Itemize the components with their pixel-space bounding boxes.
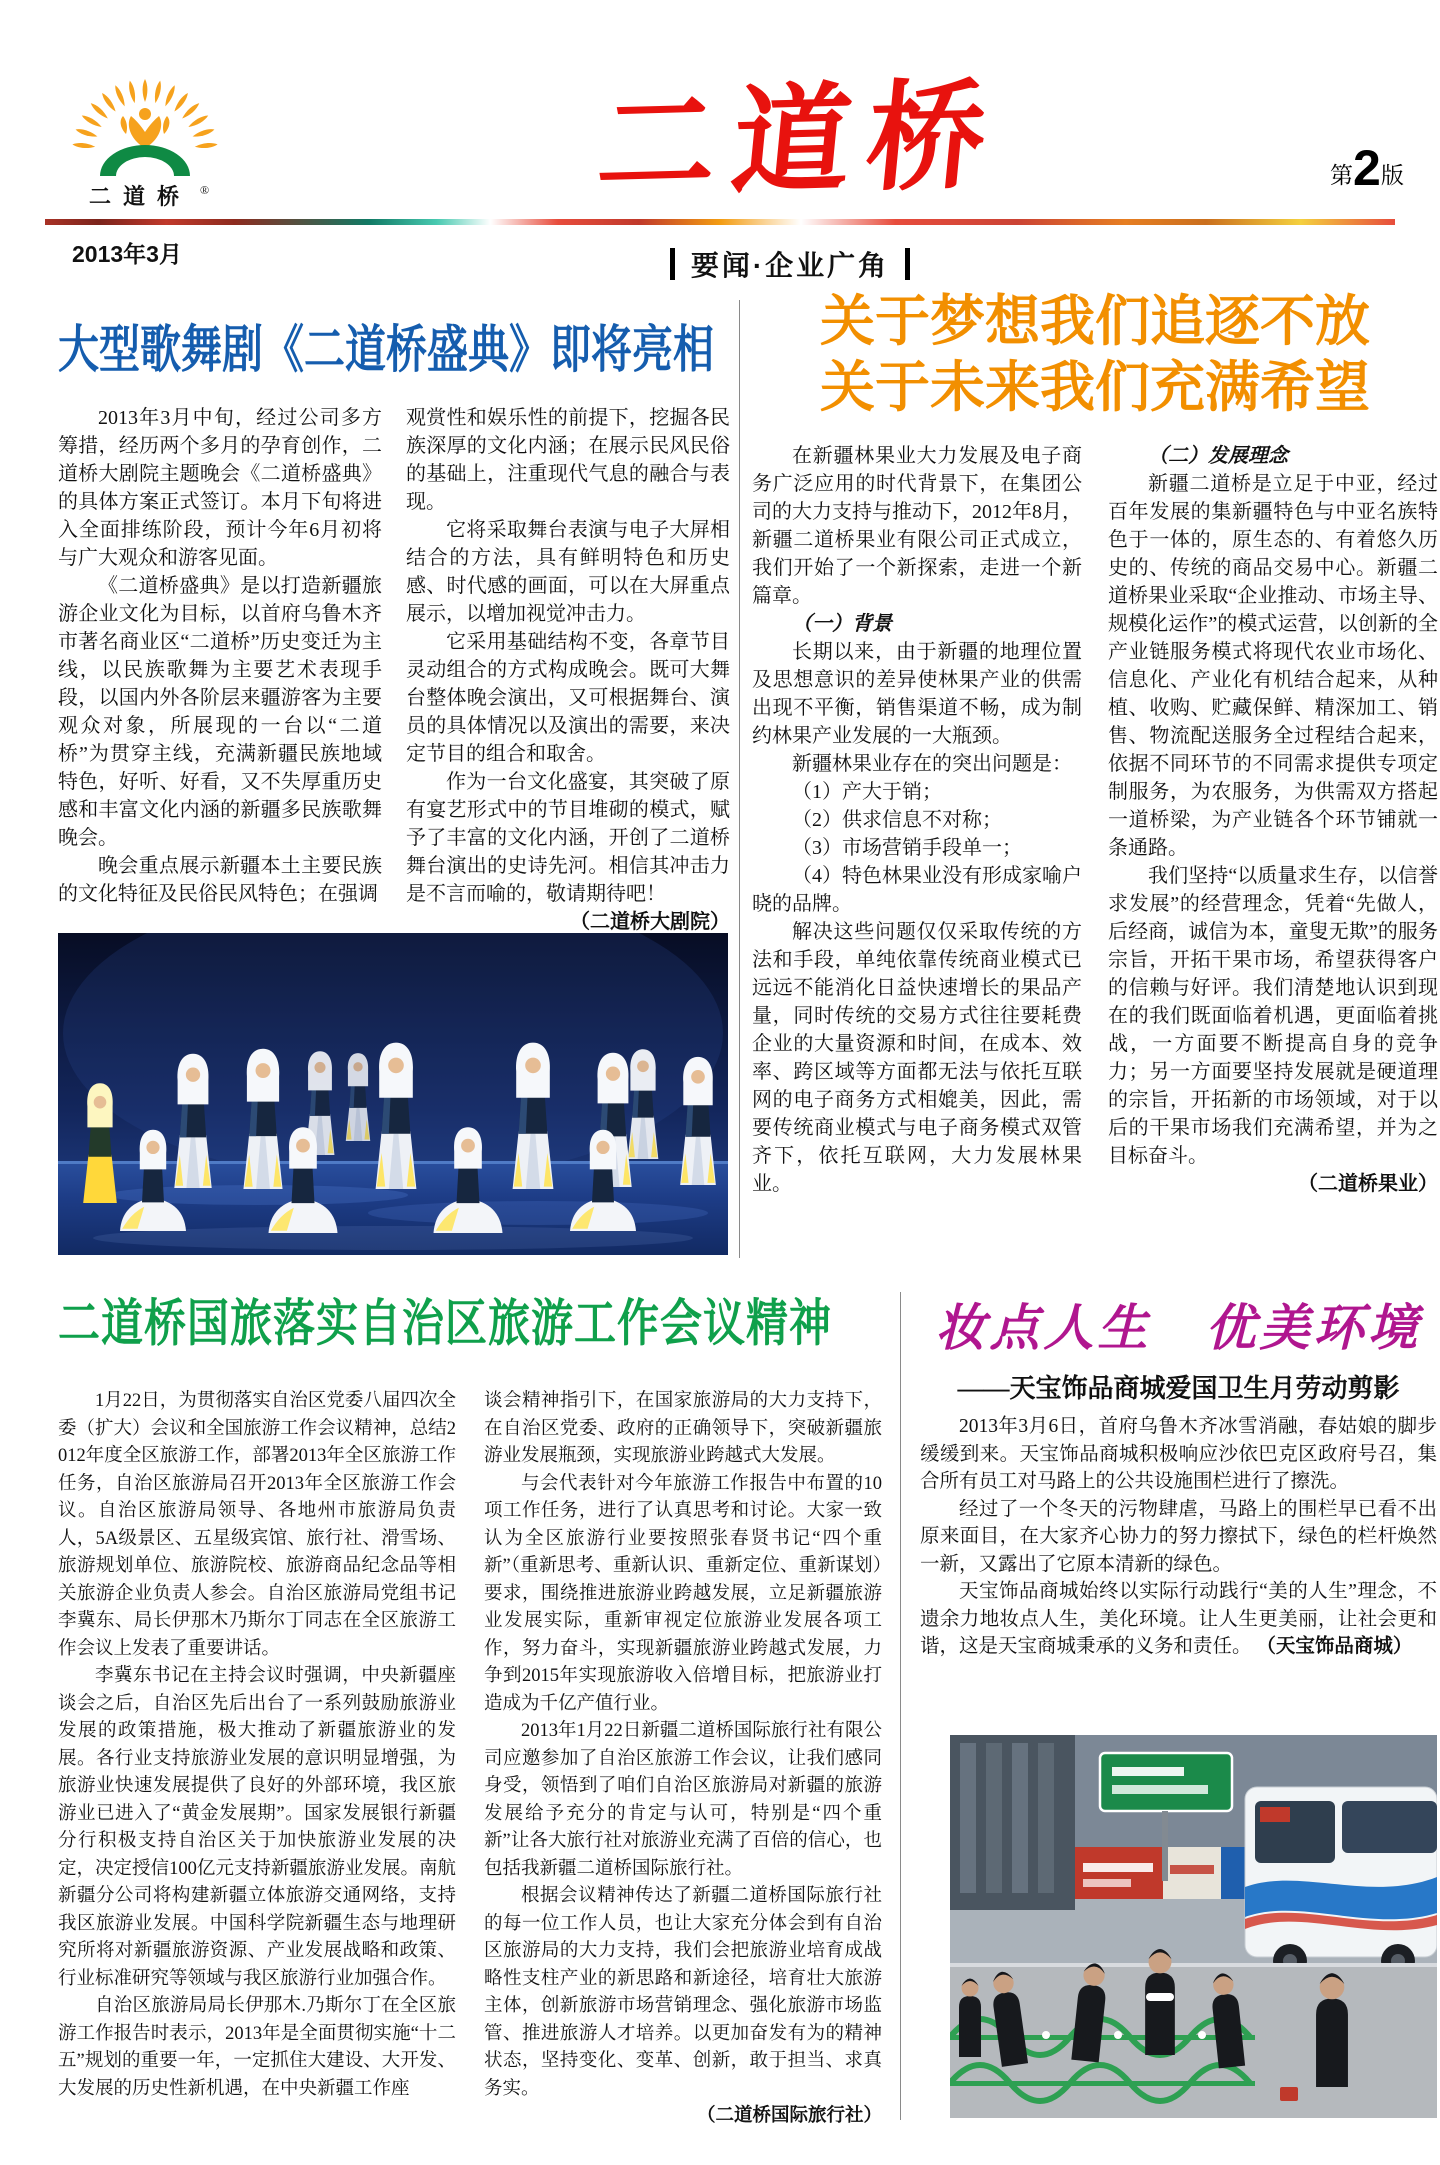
paragraph: 作为一台文化盛宴，其突破了原有宴艺形式中的节目堆砌的模式，赋予了丰富的文化内涵，开创了二道桥舞台演出的史诗先河。相信其冲击力是不言而喻的，敬请期待吧！ <box>406 771 730 905</box>
article-theatre-col1 <box>58 404 382 936</box>
paragraph: 在新疆林果业大力发展及电子商务广泛应用的时代背景下，在集团公司的大力支持与推动下，2012年8月，新疆二道桥果业有限公司正式成立，我们开始了一个新探索，走进一个新篇章。 <box>752 445 1082 607</box>
paragraph: 观赏性和娱乐性的前提下，挖掘各民族深厚的文化内涵；在展示民风民俗的基础上，注重现代气息的融合与表现。 <box>406 407 730 513</box>
masthead-title: 二道桥 <box>592 70 1008 213</box>
bus <box>1245 1787 1437 1978</box>
section-title: 要闻·企业广角 <box>690 250 890 281</box>
section-bar-right-divider <box>905 248 910 280</box>
article-fruit-col2 <box>1108 442 1438 1198</box>
logo-figure-icon <box>121 108 170 148</box>
headline-fruit <box>752 288 1438 420</box>
page-number <box>1330 140 1404 196</box>
paragraph: 经过了一个冬天的污物肆虐，马路上的围栏早已看不出原来面目，在大家齐心协力的努力擦拭下，绿色的栏杆焕然一新，又露出了它原本清新的绿色。 <box>920 1498 1437 1575</box>
article-fruit-col1 <box>752 442 1082 1198</box>
article-theatre-body <box>58 404 730 936</box>
paragraph: 与会代表针对今年旅游工作报告中布置的10项工作任务，进行了认真思考和讨论。大家一致认为全区旅游行业要按照张春贤书记“四个重新”（重新思考、重新认识、重新定位、重新谋划）要求，围绕推进旅游业跨越发展，立足新疆旅游业发展实际，重新审视定位旅游业发展各项工作，努力奋斗，实现新疆旅游业跨越式发展，力争到2015年实现旅游收入倍增目标，把旅游业打造成为千亿产值行业。 <box>484 1473 882 1714</box>
paragraph: 新疆林果业存在的突出问题是： <box>792 753 1072 775</box>
paragraph-text: 天宝饰品商城始终以实际行动践行“美的人生”理念，不遗余力地妆点人生，美化环境。让人生更美丽，让社会更和谐，这是天宝商城秉承的义务和责任。 <box>920 1581 1437 1657</box>
paragraph: 晚会重点展示新疆本土主要民族的文化特征及民俗民风特色；在强调 <box>58 855 382 905</box>
paragraph: 解决这些问题仅仅采取传统的方法和手段，单纯依靠传统商业模式已远远不能消化日益快速增长的果品产量，同时传统的交易方式往往要耗费企业的大量资源和时间，在成本、效率、跨区域等方面都无法与依托互联网的电子商务方式相媲美，因此，需要传统商业模式与电子商务模式双管齐下，依托互联网，大力发展林果业。 <box>752 921 1082 1195</box>
masthead-rule <box>45 219 1395 225</box>
paragraph: 它将采取舞台表演与电子大屏相结合的方法，具有鲜明特色和历史感、时代感的画面，可以在大屏重点展示，以增加视觉冲击力。 <box>406 519 730 625</box>
page-number-prefix: 第 <box>1330 162 1353 188</box>
paragraph: 长期以来，由于新疆的地理位置及思想意识的差异使林果产业的供需出现不平衡，销售渠道不畅，成为制约林果产业发展的一大瓶颈。 <box>752 641 1082 747</box>
paragraph: 谈会精神指引下，在国家旅游局的大力支持下，在自治区党委、政府的正确领导下，突破新疆旅游业发展瓶颈，实现旅游业跨越式大发展。 <box>484 1391 882 1466</box>
section-label <box>600 244 980 284</box>
article-fruit-body <box>752 442 1438 1198</box>
page-number-suffix: 版 <box>1380 162 1404 188</box>
section-subhead: （一）背景 <box>792 613 892 635</box>
article-signature: （二道桥大剧院） <box>570 911 730 933</box>
street-cleaning-photo <box>950 1735 1437 2118</box>
headline-fruit-line1: 关于梦想我们追逐不放 <box>819 290 1370 352</box>
paragraph <box>920 1578 1437 1661</box>
headline-tourism: 二道桥国旅落实自治区旅游工作会议精神 <box>58 1294 833 1352</box>
paragraph: 2013年1月22日新疆二道桥国际旅行社有限公司应邀参加了自治区旅游工作会议，让我们感同身受，领悟到了咱们自治区旅游局对新疆的旅游发展给予充分的肯定与认可，特别是“四个重新”让各大旅行社对旅游业充满了百倍的信心，也包括我新疆二道桥国际旅行社。 <box>484 1721 882 1879</box>
paragraph: 它采用基础结构不变，各章节目灵动组合的方式构成晚会。既可大舞台整体晚会演出，又可根据舞台、演员的具体情况以及演出的需要，来决定节目的组合和取舍。 <box>406 631 730 765</box>
issue-date: 2013年3月 <box>72 241 182 267</box>
article-signature: （二道桥果业） <box>1298 1173 1438 1195</box>
article-tourism-col2 <box>484 1388 882 2128</box>
headline-tianbao: 妆点人生 优美环境 <box>935 1300 1422 1356</box>
headline-theatre: 大型歌舞剧《二道桥盛典》即将亮相 <box>58 320 714 378</box>
paragraph: 2013年3月6日，首府乌鲁木齐冰雪消融，春姑娘的脚步缓缓到来。天宝饰品商城积极响应沙依巴克区政府号召，集合所有员工对马路上的公共设施围栏进行了擦洗。 <box>920 1416 1437 1492</box>
white-scarf <box>1146 1993 1174 2001</box>
list-item: （3）市场营销手段单一； <box>792 837 1022 859</box>
paragraph: 《二道桥盛典》是以打造新疆旅游企业文化为目标，以首府乌鲁木齐市著名商业区“二道桥”历史变迁为主线，以民族歌舞为主要艺术表现手段，以国内外各阶层来疆游客为主要观众对象，所展现的一台以“二道桥”为贯穿主线，充满新疆民族地域特色，好听、好看，又不失厚重历史感和丰富文化内涵的新疆多民族歌舞晚会。 <box>58 575 382 849</box>
paragraph: 2013年3月中旬，经过公司多方筹措，经历两个多月的孕育创作，二道桥大剧院主题晚会《二道桥盛典》的具体方案正式签订。本月下旬将进入全面排练阶段，预计今年6月初将与广大观众和游客见面。 <box>58 407 382 569</box>
stage-performance-photo <box>58 933 728 1255</box>
paragraph: 新疆二道桥是立足于中亚，经过百年发展的集新疆特色与中亚名族特色于一体的，原生态的、有着悠久历史的、传统的商品交易中心。新疆二道桥果业采取“企业推动、市场主导、规模化运作”的模式运营，以创新的全产业链服务模式将现代农业市场化、信息化、产业化有机结合起来，从种植、收购、贮藏保鲜、精深加工、销售、物流配送服务全过程结合起来，依据不同环节的不同需求提供专项定制服务，为农服务，为供需双方搭起一道桥梁，为产业链各个环节铺就一条通路。 <box>1108 473 1438 859</box>
paragraph: 李冀东书记在主持会议时强调，中央新疆座谈会之后，自治区先后出台了一系列鼓励旅游业发展的政策措施，极大推动了新疆旅游业的发展。各行业支持旅游业发展的意识明显增强，为旅游业快速发展提供了良好的外部环境，我区旅游业已进入了“黄金发展期”。国家发展银行新疆分行积极支持自治区关于加快旅游业发展的决定，决定授信100亿元支持新疆旅游业发展。南航新疆分公司将构建新疆立体旅游交通网络，支持我区旅游业发展。中国科学院新疆生态与地理研究所将对新疆旅游资源、产业发展战略和政策、行业标准研究等领域与我区旅游行业加强合作。 <box>58 1666 456 1989</box>
article-signature: （二道桥国际旅行社） <box>696 2106 882 2126</box>
paragraph: 我们坚持“以质量求生存，以信誉求发展”的经营理念，凭着“先做人，后经商，诚信为本，童叟无欺”的服务宗旨，开拓干果市场，希望获得客户的信赖与好评。我们清楚地认识到现在的我们既面临着机遇，更面临着挑战，一方面要不断提高自身的竞争力；另一方面要坚持发展就是硬道理的宗旨，开拓新的市场领域，对于以后的干果市场我们充满希望，并为之目标奋斗。 <box>1108 865 1438 1167</box>
company-logo <box>48 76 243 214</box>
paragraph: 自治区旅游局局长伊那木.乃斯尔丁在全区旅游工作报告时表示，2013年是全面贯彻实施“十二五”规划的重要一年，一定抓住大建设、大开发、大发展的历史性新机遇，在中央新疆工作座 <box>58 1996 456 2099</box>
logo-bridge-icon <box>100 145 190 176</box>
article-tianbao-body <box>920 1413 1437 1661</box>
column-divider-top <box>739 300 740 1258</box>
logo-text: 二道桥 <box>88 184 192 209</box>
list-item: （2）供求信息不对称； <box>792 809 1002 831</box>
left-building <box>950 1735 1075 1910</box>
article-tourism-col1 <box>58 1388 456 2128</box>
article-signature: （天宝饰品商城） <box>1256 1636 1413 1657</box>
red-bucket <box>1280 2087 1298 2101</box>
list-item: （1）产大于销； <box>792 781 942 803</box>
subtitle-tianbao: ——天宝饰品商城爱国卫生月劳动剪影 <box>957 1374 1400 1403</box>
column-divider-bottom <box>900 1292 901 2120</box>
headline-fruit-line2: 关于未来我们充满希望 <box>819 356 1370 418</box>
article-theatre-col2 <box>406 404 730 936</box>
page-number-value: 2 <box>1353 140 1381 196</box>
list-item: （4）特色林果业没有形成家喻户晓的品牌。 <box>752 865 1082 915</box>
logo-registered-mark: ® <box>200 183 210 197</box>
paragraph: 根据会议精神传达了新疆二道桥国际旅行社的每一位工作人员，也让大家充分体会到有自治区旅游局的大力支持，我们会把旅游业培育成战略性支柱产业的新思路和新途径，培育壮大旅游主体，创新旅游市场营销理念、强化旅游市场监管、推进旅游人才培养。以更加奋发有为的精神状态，坚持变化、变革、创新，敢于担当、求真务实。 <box>484 1886 882 2099</box>
section-subhead: （二）发展理念 <box>1148 445 1288 467</box>
section-bar-left-divider <box>670 248 675 280</box>
article-tourism-body <box>58 1388 882 2128</box>
paragraph: 1月22日，为贯彻落实自治区党委八届四次全委（扩大）会议和全国旅游工作会议精神，总结2012年度全区旅游工作，部署2013年全区旅游工作任务，自治区旅游局召开2013年全区旅游工作会议。自治区旅游局领导、各地州市旅游局负责人，5A级景区、五星级宾馆、旅行社、滑雪场、旅游规划单位、旅游院校、旅游商品纪念品等相关旅游企业负责人参会。自治区旅游局党组书记李冀东、局长伊那木乃斯尔丁同志在全区旅游工作会议上发表了重要讲话。 <box>58 1391 456 1659</box>
